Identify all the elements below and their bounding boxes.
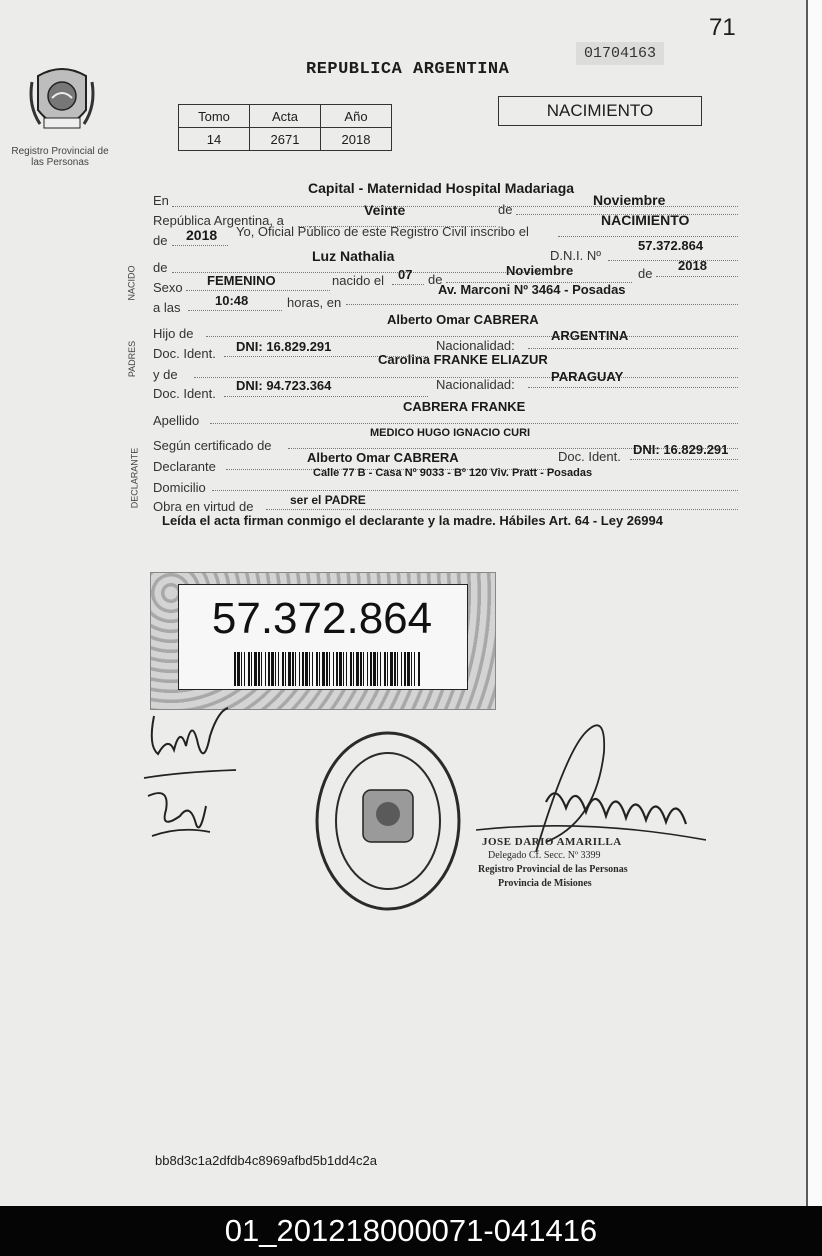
value-certificate: MEDICO HUGO IGNACIO CURI: [370, 427, 531, 439]
value-father-nat: ARGENTINA: [551, 328, 629, 343]
line-act: [558, 236, 738, 237]
value-declarant-doc: DNI: 16.829.291: [633, 442, 729, 457]
value-sex: FEMENINO: [207, 273, 276, 288]
line-mother-nat: [528, 387, 738, 388]
value-birth-month: Noviembre: [506, 263, 574, 278]
barcode: [232, 652, 424, 686]
header-ano: Año: [321, 105, 392, 128]
label-en: En: [153, 193, 169, 208]
page-edge: [806, 0, 822, 1206]
document-title: REPUBLICA ARGENTINA: [306, 60, 510, 79]
label-doc-ident-3: Doc. Ident.: [558, 449, 621, 464]
label-de-day: de: [428, 272, 443, 287]
line-mother-doc: [224, 396, 428, 397]
value-mother-doc: DNI: 94.723.364: [236, 378, 332, 393]
header-acta: Acta: [250, 105, 321, 128]
dni-sticker-number: 57.372.864: [211, 594, 433, 643]
value-act-type: NACIMIENTO: [601, 212, 690, 228]
line-birth-day: [392, 284, 424, 285]
value-mother-nat: PARAGUAY: [551, 369, 624, 384]
value-time: 10:48: [215, 293, 249, 308]
official-role: Delegado Cf. Secc. Nº 3399: [488, 850, 601, 861]
value-year: 2018: [186, 227, 218, 243]
value-ano: 2018: [321, 128, 392, 151]
label-declarante: Declarante: [153, 459, 216, 474]
line-year: [172, 245, 228, 246]
label-y-de: y de: [153, 367, 178, 382]
label-dni: D.N.I. Nº: [550, 248, 601, 263]
value-dni: 57.372.864: [638, 238, 704, 253]
value-mother: Carolina FRANKE ELIAZUR: [378, 352, 548, 367]
label-nacido-el: nacido el: [332, 273, 385, 288]
label-de-year: de: [153, 233, 168, 248]
label-apellido: Apellido: [153, 413, 200, 428]
signing-statement: Leída el acta firman conmigo el declarante y la madre. Hábiles Art. 64 - Ley 26994: [162, 513, 663, 528]
line-father-nat: [528, 348, 738, 349]
value-surname: CABRERA FRANKE: [403, 399, 526, 414]
line-time: [188, 310, 282, 311]
record-table: [178, 104, 392, 151]
value-day-word: Veinte: [364, 202, 406, 218]
official-office: Registro Provincial de las Personas: [478, 864, 628, 875]
footer-id: 01_201218000071-041416: [0, 1206, 822, 1256]
registry-seal: [313, 728, 463, 914]
section-padres: PADRES: [127, 340, 138, 378]
line-by-virtue: [266, 509, 738, 510]
line-domicile: [212, 490, 738, 491]
value-domicile: Calle 77 B - Casa Nº 9033 - Bº 120 Viv. Pratt - Posadas: [313, 467, 593, 479]
header-tomo: Tomo: [179, 105, 250, 128]
declarant-signature: [140, 706, 250, 866]
province-logo: [26, 62, 98, 142]
value-address: Av. Marconi Nº 3464 - Posadas: [438, 282, 626, 297]
value-month: Noviembre: [593, 192, 666, 208]
document-hash: bb8d3c1a2dfdb4c8969afbd5b1dd4c2a: [155, 1153, 377, 1168]
label-a-las: a las: [153, 300, 181, 315]
label-doc-ident-2: Doc. Ident.: [153, 386, 216, 401]
line-surname: [210, 423, 738, 424]
value-father: Alberto Omar CABRERA: [387, 312, 539, 327]
label-republica: República Argentina, a: [153, 213, 284, 228]
section-declarante: DECLARANTE: [129, 447, 140, 509]
value-birth-year: 2018: [678, 258, 707, 273]
value-by-virtue: ser el PADRE: [290, 493, 366, 507]
value-name: Luz Nathalia: [312, 248, 395, 264]
line-sexo: [186, 290, 330, 291]
official-name: JOSE DARIO AMARILLA: [482, 836, 622, 848]
label-obra: Obra en virtud de: [153, 499, 254, 514]
line-father: [206, 336, 738, 337]
serial-number: 01704163: [576, 42, 664, 65]
value-acta: 2671: [250, 128, 321, 151]
label-de-y2: de: [638, 266, 653, 281]
label-de-name: de: [153, 260, 168, 275]
section-nacido: NACIDO: [126, 265, 137, 301]
official-province: Provincia de Misiones: [498, 878, 592, 889]
line-declarant-doc: [630, 459, 738, 460]
label-nacionalidad-2: Nacionalidad:: [436, 377, 515, 392]
line-address: [346, 304, 738, 305]
value-birth-day: 07: [398, 267, 413, 282]
label-hijo-de: Hijo de: [153, 326, 194, 341]
value-place: Capital - Maternidad Hospital Madariaga: [308, 180, 575, 196]
label-nacionalidad-1: Nacionalidad:: [436, 338, 515, 353]
line-dni: [608, 260, 738, 261]
label-segun: Según certificado de: [153, 438, 272, 453]
label-horas-en: horas, en: [287, 295, 342, 310]
label-domicilio: Domicilio: [153, 480, 206, 495]
label-de-month: de: [498, 202, 513, 217]
registry-caption: Registro Provincial de las Personas: [11, 146, 109, 168]
label-sexo: Sexo: [153, 280, 183, 295]
line-birth-year: [656, 276, 738, 277]
value-tomo: 14: [179, 128, 250, 151]
label-yo: Yo, Oficial Público de este Registro Civil inscribo el: [236, 224, 529, 239]
document-type-box: NACIMIENTO: [498, 96, 702, 126]
label-doc-ident-1: Doc. Ident.: [153, 346, 216, 361]
value-declarant: Alberto Omar CABRERA: [307, 450, 459, 465]
value-father-doc: DNI: 16.829.291: [236, 339, 332, 354]
page-number: 71: [709, 14, 736, 41]
